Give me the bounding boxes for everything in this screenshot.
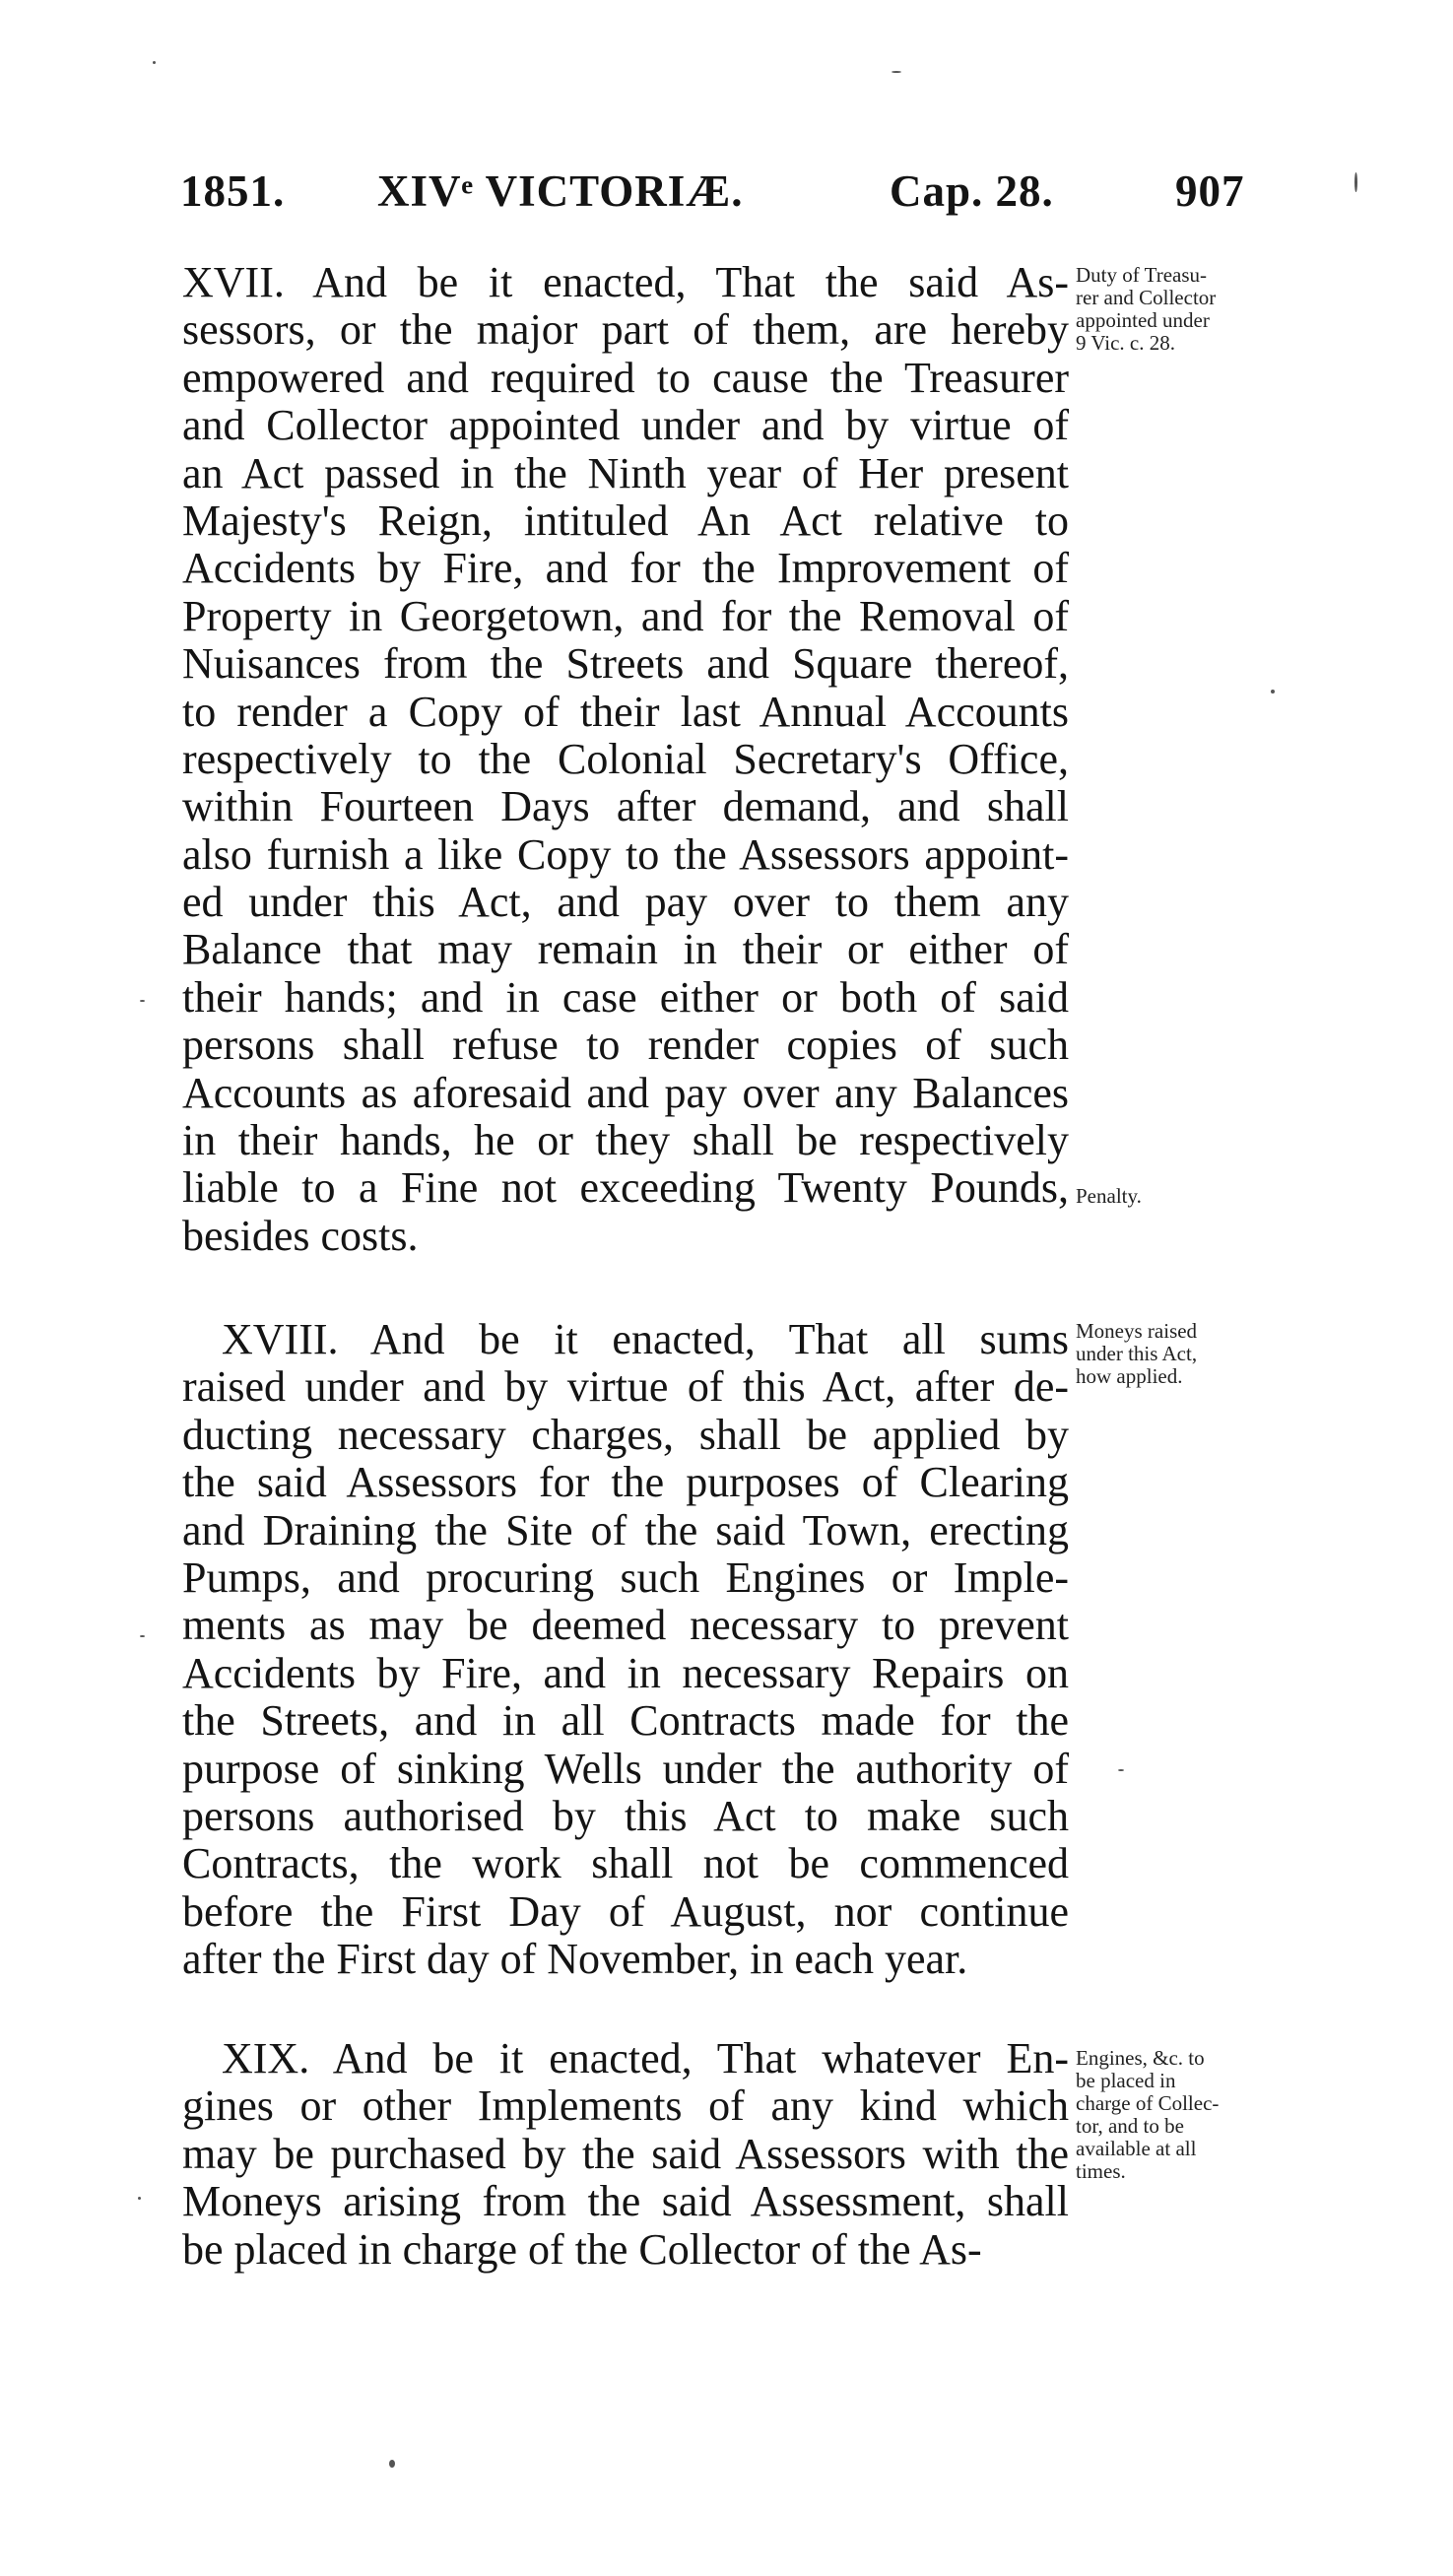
text-line: Nuisances from the Streets and Square thereof, (182, 639, 1069, 689)
text-line: within Fourteen Days after demand, and shall (182, 782, 1069, 831)
text-line: Majesty's Reign, intituled An Act relative to (182, 495, 1069, 545)
text-line: purpose of sinking Wells under the authority of (182, 1744, 1069, 1793)
text-line: Balance that may remain in their or either of (182, 925, 1069, 974)
running-header (180, 165, 1247, 225)
margin-note-line: Moneys raised (1076, 1319, 1198, 1343)
text-line: before the First Day of August, nor continue (182, 1886, 1069, 1936)
text-line: the said Assessors for the purposes of Clearing (182, 1458, 1069, 1507)
text-line: their hands; and in case either or both of said (182, 972, 1069, 1022)
scan-speck (138, 2197, 141, 2200)
margin-note-penalty (1076, 1185, 1263, 1208)
text-line: and Draining the Site of the said Town, erecting (182, 1505, 1069, 1554)
text-line: Contracts, the work shall not be commenced (182, 1839, 1069, 1888)
margin-note-line: be placed in (1076, 2069, 1176, 2092)
margin-note-line: Engines, &c. to (1076, 2046, 1205, 2070)
margin-note-line: Penalty. (1076, 1184, 1142, 1208)
text-line: XVII. And be it enacted, That the said As- (182, 258, 1069, 306)
text-line: Property in Georgetown, and for the Removal of (182, 591, 1069, 640)
section-xviii (182, 1316, 1069, 1983)
margin-note-line: available at all (1076, 2137, 1197, 2160)
margin-note-line: rer and Collector (1076, 286, 1217, 309)
scan-speck (1118, 1769, 1124, 1771)
text-line: Accidents by Fire, and in necessary Repairs on (182, 1648, 1069, 1697)
text-line: ducting necessary charges, shall be applied by (182, 1410, 1069, 1459)
text-line: XIX. And be it enacted, That whatever En- (222, 2034, 1069, 2082)
text-line: persons authorised by this Act to make such (182, 1791, 1069, 1840)
margin-note-duty (1076, 264, 1263, 355)
text-line: also furnish a like Copy to the Assessors appoint- (182, 829, 1069, 879)
scan-speck (1271, 690, 1275, 694)
margin-note-line: times. (1076, 2159, 1126, 2183)
scan-speck (140, 1000, 145, 1002)
scan-speck (389, 2460, 395, 2468)
header-chapter: Cap. 28. (890, 166, 1054, 216)
text-line: to render a Copy of their last Annual Accounts (182, 687, 1069, 736)
scan-speck (140, 1635, 145, 1637)
text-line: persons shall refuse to render copies of such (182, 1021, 1069, 1070)
text-line: ed under this Act, and pay over to them any (182, 878, 1069, 927)
margin-note-moneys (1076, 1320, 1263, 1388)
page-number: 907 (1175, 166, 1245, 216)
text-line: be placed in charge of the Collector of the As- (182, 2224, 982, 2274)
scan-speck (892, 71, 901, 73)
text-line: Pumps, and procuring such Engines or Imple- (182, 1552, 1069, 1602)
margin-note-engines (1076, 2047, 1263, 2183)
text-line: besides costs. (182, 1211, 419, 1260)
text-line: Accounts as aforesaid and pay over any Balances (182, 1068, 1069, 1117)
margin-note-line: how applied. (1076, 1364, 1183, 1388)
scan-speck (1354, 172, 1357, 192)
text-line: Moneys arising from the said Assessment, shall (182, 2177, 1069, 2226)
text-line: an Act passed in the Ninth year of Her present (182, 448, 1069, 497)
margin-note-line: under this Act, (1076, 1342, 1198, 1365)
scan-speck (153, 61, 156, 64)
text-line: gines or other Implements of any kind which (182, 2081, 1069, 2131)
text-line: and Collector appointed under and by virtue of (182, 401, 1069, 450)
header-title: XIVᵉ VICTORIÆ. (377, 166, 744, 216)
text-line: liable to a Fine not exceeding Twenty Pounds, (182, 1163, 1069, 1213)
text-line: raised under and by virtue of this Act, after de- (182, 1362, 1069, 1412)
text-line: in their hands, he or they shall be respectively (182, 1116, 1069, 1165)
text-line: empowered and required to cause the Treasurer (182, 353, 1069, 402)
text-line: ments as may be deemed necessary to prevent (182, 1601, 1069, 1650)
text-line: Accidents by Fire, and for the Improvement of (182, 544, 1069, 593)
text-line: respectively to the Colonial Secretary's Office, (182, 734, 1069, 783)
header-year: 1851. (180, 166, 286, 216)
margin-note-line: appointed under (1076, 308, 1210, 332)
margin-note-line: Duty of Treasu- (1076, 263, 1208, 287)
margin-note-line: 9 Vic. c. 28. (1076, 331, 1176, 355)
section-xix (182, 2035, 1069, 2274)
text-line: after the First day of November, in each year. (182, 1935, 968, 1984)
section-xvii (182, 259, 1069, 1260)
text-line: XVIII. And be it enacted, That all sums (222, 1315, 1069, 1363)
margin-note-line: tor, and to be (1076, 2114, 1184, 2138)
margin-note-line: charge of Collec- (1076, 2091, 1220, 2115)
text-line: may be purchased by the said Assessors with the (182, 2129, 1069, 2178)
text-line: the Streets, and in all Contracts made for the (182, 1696, 1069, 1746)
text-line: sessors, or the major part of them, are hereby (182, 305, 1069, 355)
